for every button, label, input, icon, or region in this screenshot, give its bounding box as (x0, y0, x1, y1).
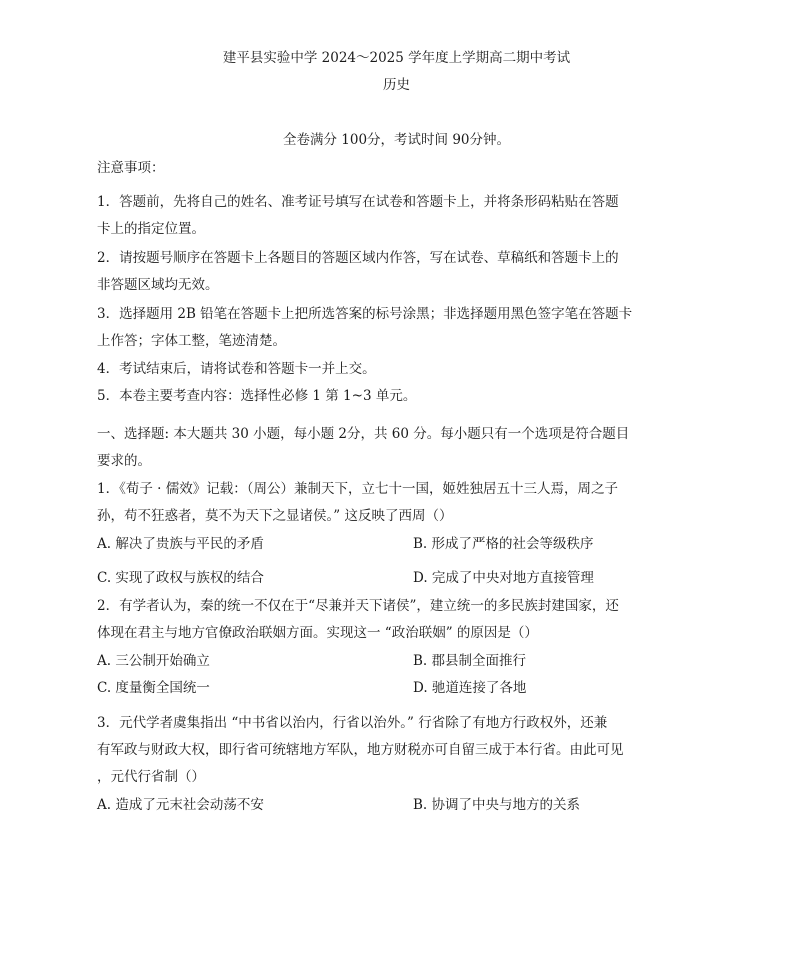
note-line: 2．请按题号顺序在答题卡上各题目的答题区域内作答，写在试卷、草稿纸和答题卡上的 (97, 250, 619, 266)
note-line: 1．答题前，先将自己的姓名、准考证号填写在试卷和答题卡上，并将条形码粘贴在答题 (97, 194, 619, 210)
question-2-text: 体现在君主与地方官僚政治联姻方面。实现这一 “政治联姻” 的原因是（） (97, 625, 538, 641)
notes-heading: 注意事项： (97, 160, 165, 176)
question-2-option-b: B. 郡县制全面推行 (413, 653, 527, 669)
question-2-text: 2．有学者认为，秦的统一不仅在于“尽兼并天下诸侯”，建立统一的多民族封建国家，还 (97, 598, 619, 614)
note-line: 非答题区域均无效。 (97, 277, 219, 293)
section-heading: 要求的。 (97, 453, 151, 469)
question-1-option-b: B. 形成了严格的社会等级秩序 (413, 536, 594, 552)
note-line: 5．本卷主要考查内容：选择性必修 1 第 1~3 单元。 (97, 388, 417, 404)
question-3-text: 3．元代学者虞集指出 “中书省以治内，行省以治外。” 行省除了有地方行政权外，还兼 (97, 715, 608, 731)
question-3-option-b: B. 协调了中央与地方的关系 (413, 797, 581, 813)
question-1-option-d: D. 完成了中央对地方直接管理 (413, 570, 594, 586)
question-3-text: 有军政与财政大权，即行省可统辖地方军队，地方财税亦可自留三成于本行省。由此可见 (97, 742, 624, 758)
question-1-option-a: A. 解决了贵族与平民的矛盾 (97, 536, 264, 552)
note-line: 4．考试结束后，请将试卷和答题卡一并上交。 (97, 361, 376, 377)
question-1-text: 孙，苟不狂惑者，莫不为天下之显诸侯。” 这反映了西周（） (97, 508, 453, 524)
question-3-option-a: A. 造成了元末社会动荡不安 (97, 797, 264, 813)
exam-subject: 历史 (383, 77, 410, 93)
note-line: 上作答；字体工整，笔迹清楚。 (97, 333, 286, 349)
question-3-text: ，元代行省制（） (97, 769, 205, 785)
section-heading: 一、选择题: 本大题共 30 小题，每小题 2分，共 60 分。每小题只有一个选项是符合题目 (97, 426, 630, 442)
note-line: 卡上的指定位置。 (97, 221, 205, 237)
question-2-option-a: A. 三公制开始确立 (97, 653, 210, 669)
question-2-option-d: D. 驰道连接了各地 (413, 680, 527, 696)
note-line: 3．选择题用 2B 铅笔在答题卡上把所选答案的标号涂黑；非选择题用黑色签字笔在答题卡 (97, 306, 633, 322)
score-info: 全卷满分 100分，考试时间 90分钟。 (282, 132, 511, 148)
exam-title: 建平县实验中学 2024～2025 学年度上学期高二期中考试 (222, 50, 571, 66)
question-1-text: 1．《荀子 · 儒效》记载：（周公）兼制天下，立七十一国，姬姓独居五十三人焉，周之子 (97, 481, 618, 497)
question-1-option-c: C. 实现了政权与族权的结合 (97, 570, 264, 586)
question-2-option-c: C. 度量衡全国统一 (97, 680, 210, 696)
